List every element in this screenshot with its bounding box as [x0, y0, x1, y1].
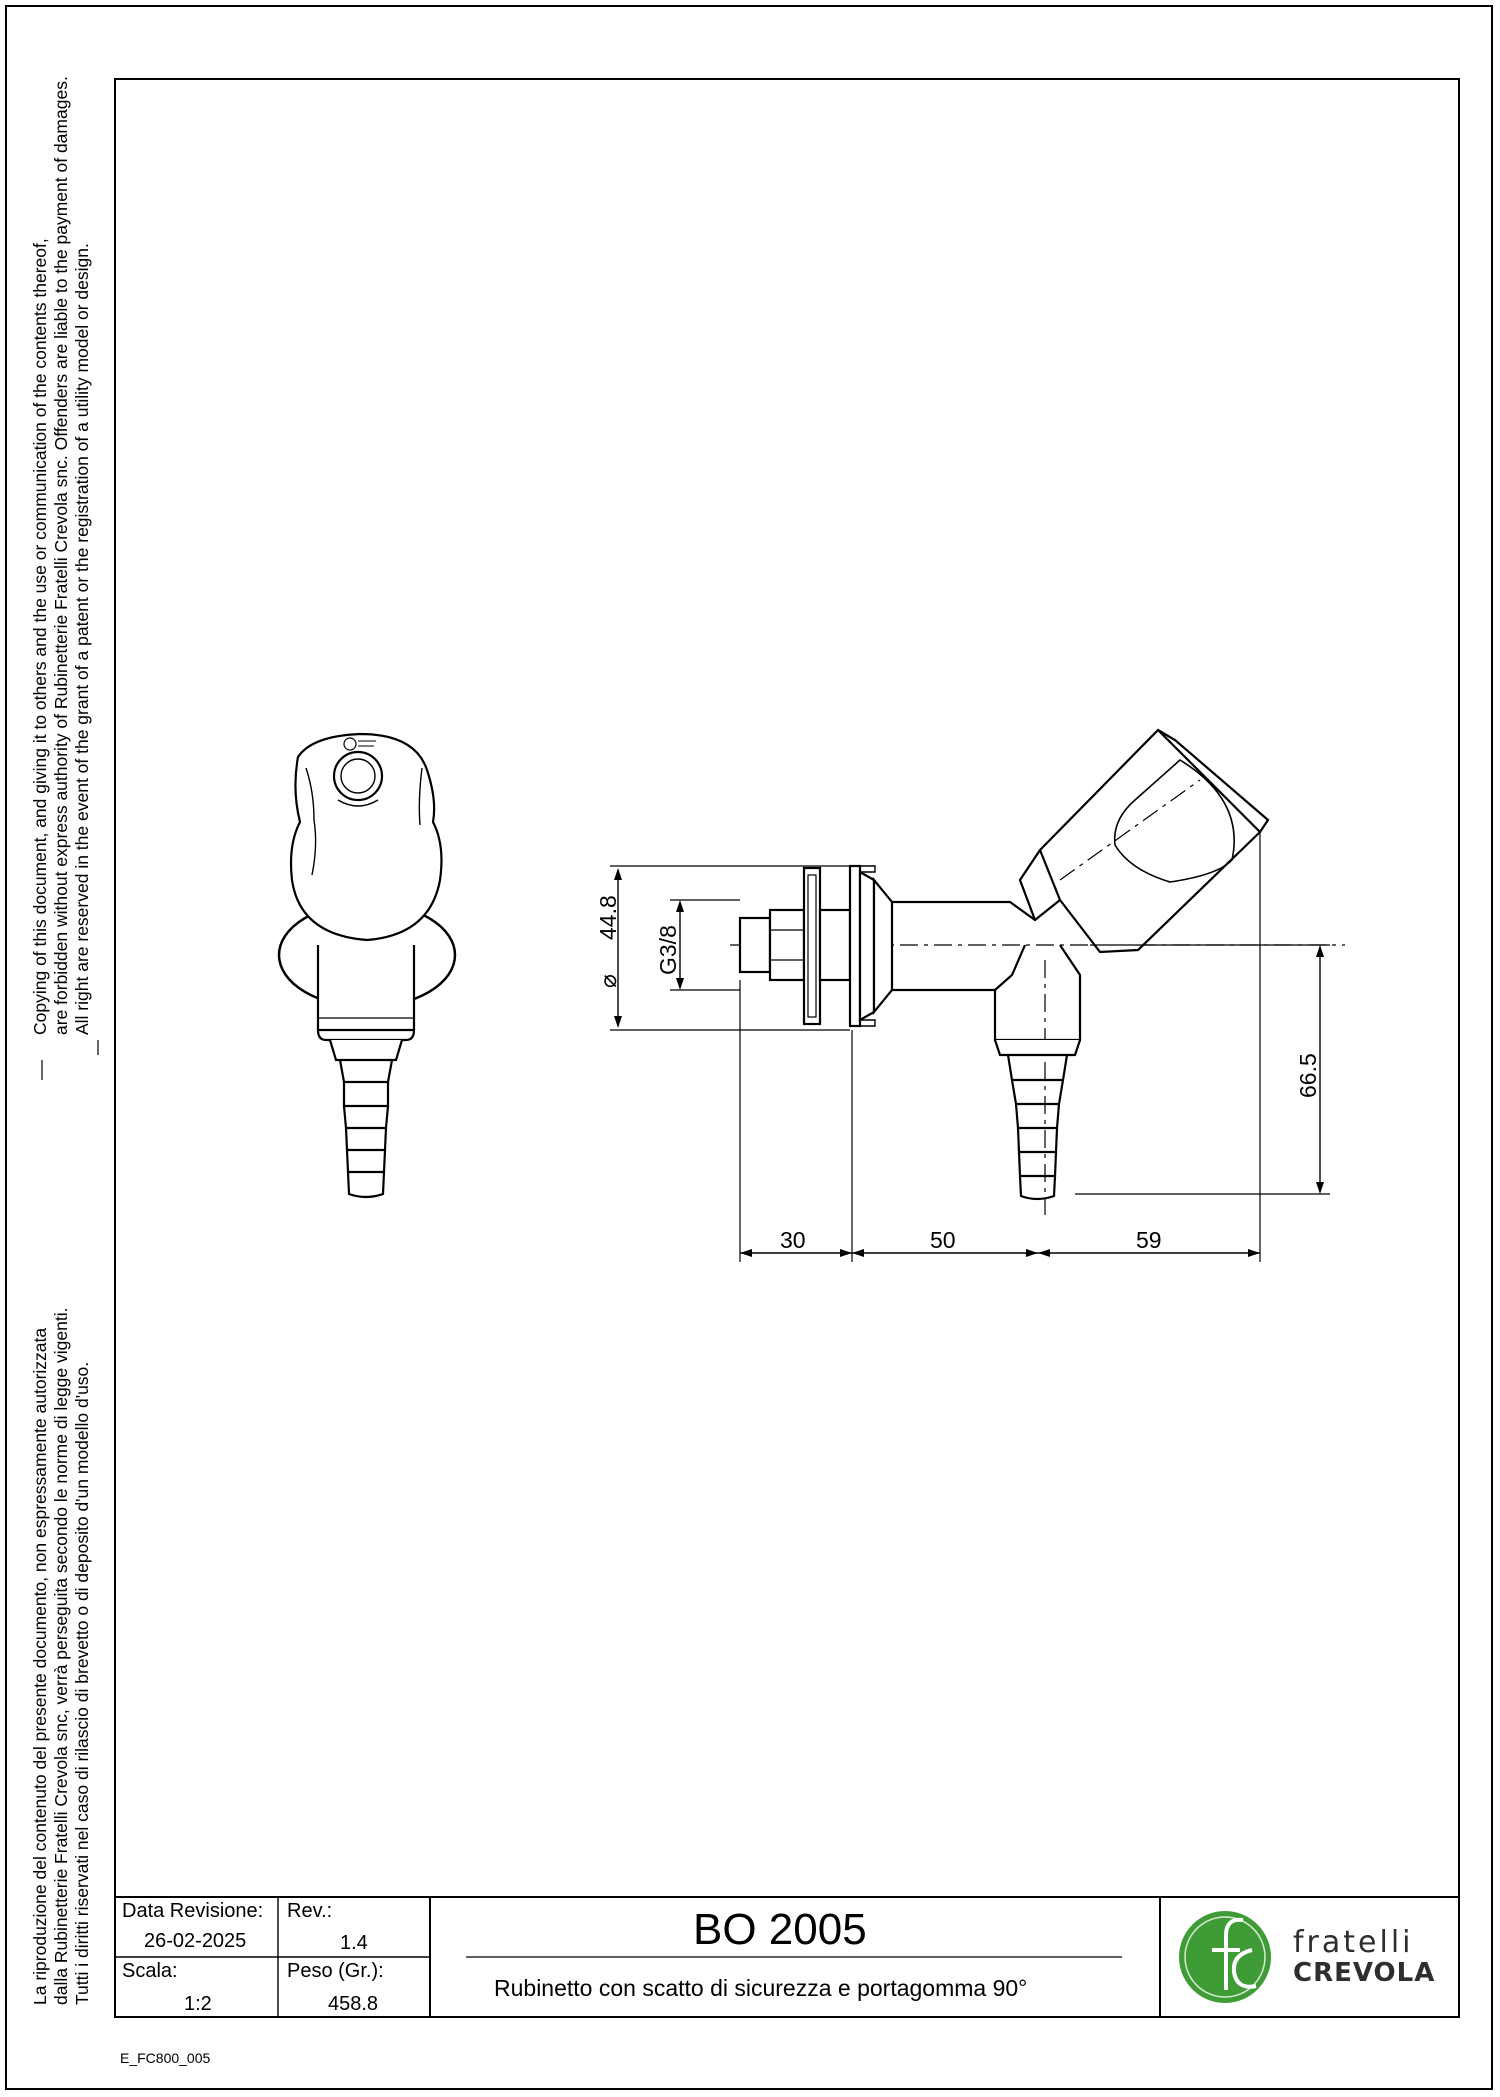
height-dimension: 66.5	[1295, 1053, 1321, 1098]
rev-value: 1.4	[340, 1932, 368, 1954]
dimension-a: 30	[780, 1227, 806, 1253]
scale-value: 1:2	[184, 1993, 212, 2015]
weight-value: 458.8	[328, 1993, 379, 2015]
italian-note-line-3: Tutti i diritti riservati nel caso di rilascio di brevetto o di deposito d'un modello d'uso.	[72, 1361, 92, 2005]
brand-name-line1: fratelli	[1293, 1925, 1414, 1960]
thread-dimension: G3/8	[655, 925, 681, 975]
document-code: E_FC800_005	[120, 2050, 211, 2066]
revision-date-label: Data Revisione:	[122, 1900, 264, 1922]
front-view	[279, 734, 455, 1197]
english-note-line-3: All right are reserved in the event of the grant of a patent or the registration of a utility model or design.	[72, 243, 92, 1035]
italian-note-line-1: La riproduzione del contenuto del presente documento, non espressamente autorizzata	[30, 1327, 50, 2005]
dimension-c: 59	[1136, 1227, 1162, 1253]
brand-logo	[1179, 1911, 1271, 2003]
scale-label: Scala:	[122, 1960, 178, 1982]
dimension-b: 50	[930, 1227, 956, 1253]
weight-label: Peso (Gr.):	[287, 1960, 384, 1982]
side-view	[610, 730, 1345, 1262]
rev-label: Rev.:	[287, 1900, 333, 1922]
product-code: BO 2005	[693, 1905, 867, 1954]
english-note-line-1: Copying of this document, and giving it to others and the use or communication of the contents thereof,	[30, 238, 50, 1035]
revision-date: 26-02-2025	[144, 1930, 247, 1952]
diameter-dimension: 44.8	[595, 895, 621, 940]
english-note-line-2: are forbidden without express authority of Rubinetterie Fratelli Crevola snc. Offenders are liable to the payment of damages.	[51, 76, 71, 1035]
diameter-symbol: ⌀	[595, 974, 621, 988]
italian-note-line-2: dalla Rubinetterie Fratelli Crevola snc, verrà perseguita secondo le norme di legge vigenti.	[51, 1307, 71, 2005]
product-description: Rubinetto con scatto di sicurezza e portagomma 90°	[494, 1975, 1028, 2001]
brand-name-line2: CREVOLA	[1293, 1958, 1436, 1988]
